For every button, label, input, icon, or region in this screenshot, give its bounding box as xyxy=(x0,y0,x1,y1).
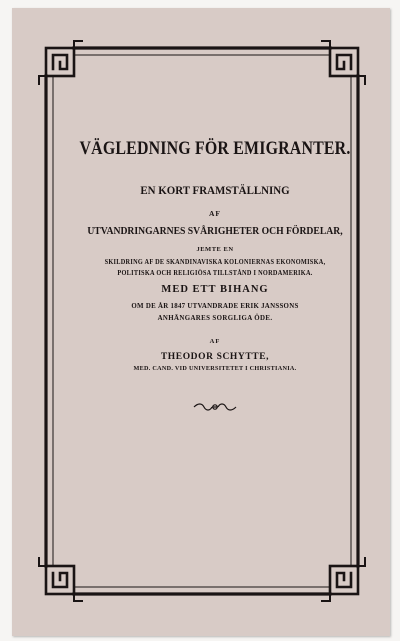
appendix-heading: MED ETT BIHANG xyxy=(161,284,269,295)
author-name: THEODOR SCHYTTE, xyxy=(160,352,270,362)
jemte-connector: JEMTE EN xyxy=(196,246,234,253)
author-credentials: MED. CAND. VID UNIVERSITETET I CHRISTIANIA. xyxy=(133,365,297,372)
cover-text xyxy=(70,138,360,412)
af-connector-1: AF xyxy=(209,209,221,218)
cover-title: VÄGLEDNING FÖR EMIGRANTER. xyxy=(79,139,351,159)
appendix-line-1: OM DE ÅR 1847 UTVANDRADE ERIK JANSSONS xyxy=(131,301,299,310)
subject-line: UTVANDRINGARNES SVÅRIGHETER OCH FÖRDELAR, xyxy=(87,226,343,237)
description-line-1: SKILDRING AF DE SKANDINAVISKA KOLONIERNAS EKONOMISKA, xyxy=(104,258,326,266)
scroll-flourish-icon xyxy=(70,402,360,412)
af-connector-2: AF xyxy=(209,338,221,345)
book-cover xyxy=(12,8,390,636)
description-line-2: POLITISKA OCH RELIGIÖSA TILLSTÅND I NORDAMERIKA. xyxy=(117,269,313,277)
cover-subtitle: EN KORT FRAMSTÄLLNING xyxy=(140,185,290,197)
appendix-line-2: ANHÄNGARES SORGLIGA ÖDE. xyxy=(157,313,273,322)
